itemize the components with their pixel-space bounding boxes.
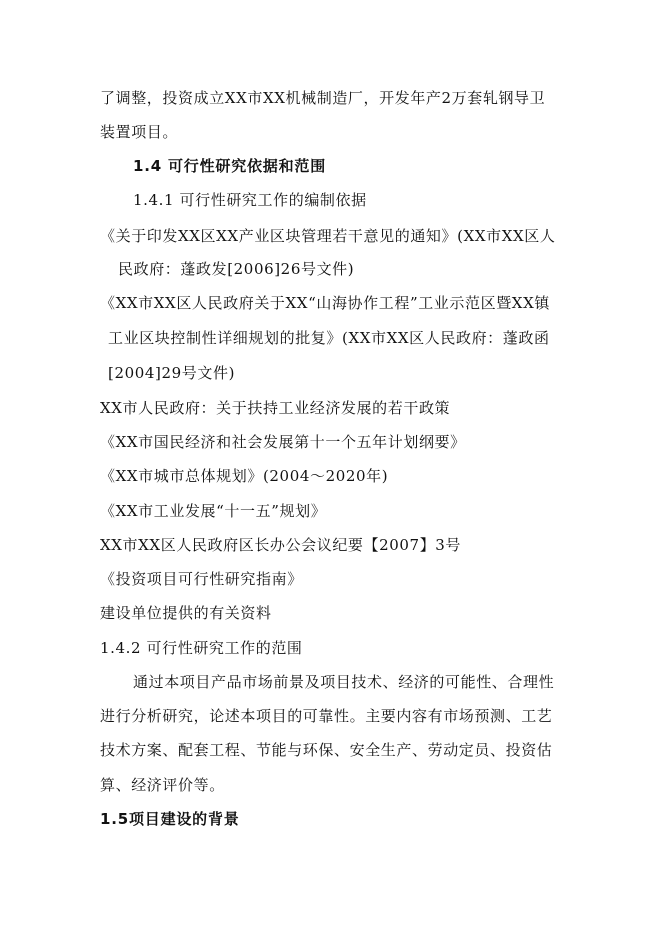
basis-item-8: 《投资项目可行性研究指南》 xyxy=(100,570,303,588)
basis-item-7: XX市XX区人民政府区长办公会议纪要【2007】3号 xyxy=(100,536,462,554)
section-1-4-1-heading: 1.4.1 可行性研究工作的编制依据 xyxy=(133,191,367,209)
scope-paragraph-line-1: 通过本项目产品市场前景及项目技术、经济的可能性、合理性 xyxy=(133,673,555,691)
basis-item-4: 《XX市国民经济和社会发展第十一个五年计划纲要》 xyxy=(100,433,466,451)
basis-item-2-line-1: 《XX市XX区人民政府关于XX“山海协作工程”工业示范区暨XX镇 xyxy=(100,294,550,312)
basis-item-2-line-2: 工业区块控制性详细规划的批复》(XX市XX区人民政府：蓬政函 xyxy=(108,329,550,347)
basis-item-3: XX市人民政府：关于扶持工业经济发展的若干政策 xyxy=(100,399,451,417)
scope-paragraph-line-4: 算、经济评价等。 xyxy=(100,776,225,794)
basis-item-6: 《XX市工业发展“十一五”规划》 xyxy=(100,502,327,520)
basis-item-5: 《XX市城市总体规划》(2004～2020年) xyxy=(100,467,389,485)
basis-item-1-line-1: 《关于印发XX区XX产业区块管理若干意见的通知》(XX市XX区人 xyxy=(100,227,556,245)
section-1-4-2-heading: 1.4.2 可行性研究工作的范围 xyxy=(100,639,303,657)
section-1-4-heading: 1.4 可行性研究依据和范围 xyxy=(133,157,326,175)
section-1-5-heading: 1.5项目建设的背景 xyxy=(100,810,240,828)
basis-item-1-line-2: 民政府：蓬政发[2006]26号文件) xyxy=(118,260,355,278)
scope-paragraph-line-2: 进行分析研究，论述本项目的可靠性。主要内容有市场预测、工艺 xyxy=(100,707,553,725)
intro-line-1: 了调整，投资成立XX市XX机械制造厂，开发年产2万套轧钢导卫 xyxy=(100,89,546,107)
basis-item-2-line-3: [2004]29号文件) xyxy=(108,364,236,382)
intro-line-2: 装置项目。 xyxy=(100,123,179,141)
scope-paragraph-line-3: 技术方案、配套工程、节能与环保、安全生产、劳动定员、投资估 xyxy=(100,741,553,759)
basis-item-9: 建设单位提供的有关资料 xyxy=(100,604,272,622)
